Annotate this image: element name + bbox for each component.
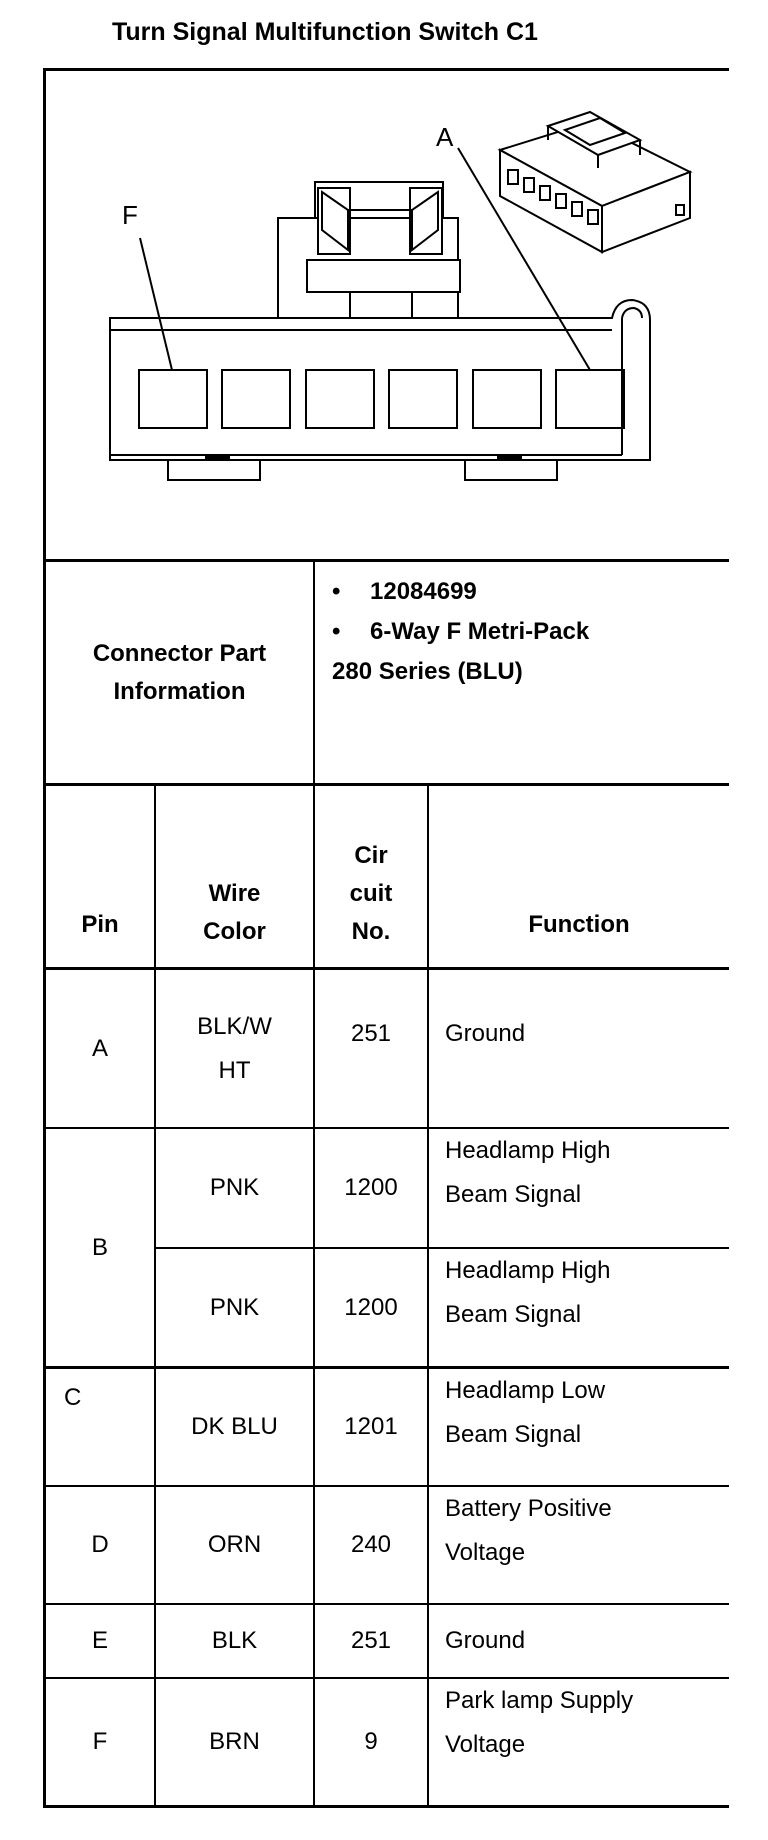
table-row-circuit: 251 <box>350 1019 392 1047</box>
table-row-wire: DK BLU <box>191 1413 278 1440</box>
table-row-circuit: 9 <box>364 1728 378 1755</box>
table-row-pin: B <box>91 1233 108 1261</box>
table-row-circuit: 1200 <box>344 1293 398 1321</box>
table-row-circuit: 1201 <box>344 1413 398 1440</box>
table-row-wire: BLK <box>211 1627 258 1654</box>
header-wire-color: Wire Color <box>203 880 266 945</box>
label-f: F <box>122 200 138 230</box>
table-row-function: Ground <box>445 1627 526 1654</box>
table-row-wire: BLK/W HT <box>197 1012 272 1084</box>
connector-isometric-icon <box>500 112 690 252</box>
table-row-function: Headlamp Low Beam Signal <box>445 1377 606 1448</box>
header-circuit-no: Cir cuit No. <box>349 842 393 945</box>
divider <box>43 1805 729 1808</box>
table-row-pin: D <box>91 1531 109 1558</box>
table-row-function: Headlamp High Beam Signal <box>445 1137 611 1208</box>
table-row-circuit: 251 <box>350 1627 392 1654</box>
connector-diagram <box>46 71 729 561</box>
part-number: 12084699 <box>370 578 477 605</box>
table-row-wire: ORN <box>207 1531 262 1558</box>
connector-info-label: Connector Part Information <box>92 639 267 705</box>
table-row-circuit: 1200 <box>344 1174 398 1201</box>
connector-description: 6-Way F Metri-Pack <box>370 618 590 645</box>
table-row-wire: PNK <box>209 1293 260 1321</box>
table-row-wire: BRN <box>209 1728 260 1755</box>
table-row-circuit: 240 <box>350 1531 392 1558</box>
table-row-function: Battery Positive Voltage <box>445 1495 612 1566</box>
table-row-pin: E <box>91 1627 108 1654</box>
page-title: Turn Signal Multifunction Switch C1 <box>112 18 538 46</box>
table-row-function: Headlamp High Beam Signal <box>445 1257 611 1328</box>
table-row-pin: A <box>91 1034 108 1062</box>
table-row-function: Ground <box>445 1019 526 1047</box>
table-row-pin: C <box>64 1384 82 1411</box>
table-row-wire: PNK <box>209 1174 260 1201</box>
connector-info-values: • 12084699 • 6-Way F Metri-Pack 280 Series (BLU) <box>332 578 590 685</box>
table-row-function: Park lamp Supply Voltage <box>445 1687 634 1758</box>
header-function: Function <box>528 911 630 938</box>
table-row-pin: F <box>92 1728 108 1755</box>
header-pin: Pin <box>81 911 119 938</box>
label-a: A <box>436 122 454 152</box>
